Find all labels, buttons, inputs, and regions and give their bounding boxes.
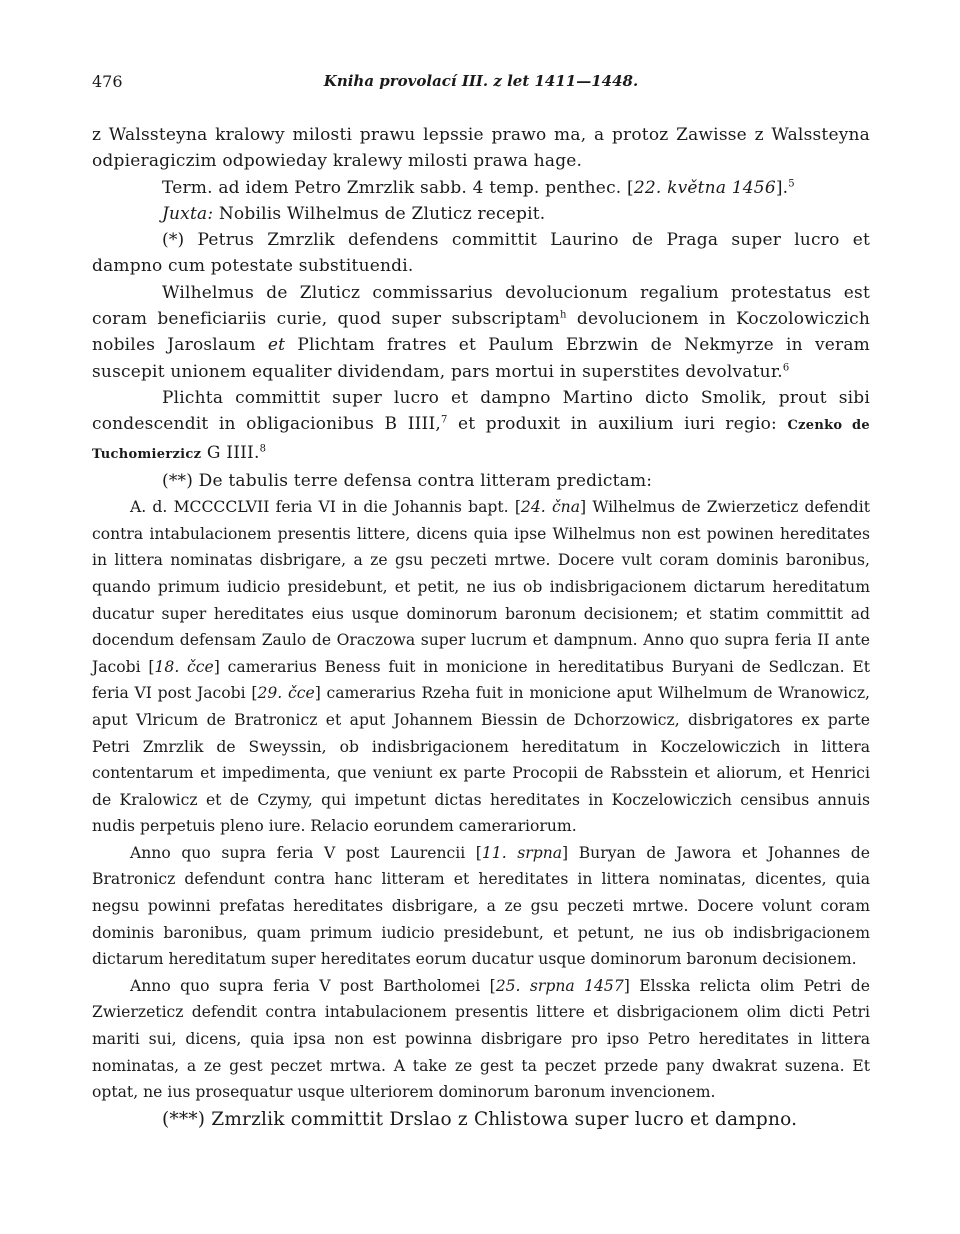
paragraph-1: [92, 122, 870, 175]
term-date: 22. května 1456: [633, 177, 776, 198]
juxta-label: Juxta:: [162, 203, 214, 224]
plichta-text-b: et produxit in auxilium iuri regio:: [447, 414, 788, 435]
paragraph-anno-1457: [92, 494, 870, 840]
anno-text-b: ] Wilhelmus de Zwierzeticz defendit contra intabulacionem presentis littere, dicens quia ipse Wilhelmus non est powinen hereditates in littera nominatas disbrigare, a ze gsu peczeti mrtwe. Docere vult coram dominis baronibus, quando primum iudicio presidebunt, et petit, ne ius ob indisbrigacionem dictarum hereditatum ducatur super hereditates eius usque dominorum baronum decisionem; et statim committit ad docendum defensam Zaulo de Oraczowa super lucrum et dampnum. Anno quo supra feria II ante Jacobi [: [92, 498, 870, 676]
plichta-name: Czenko de Tuchomierzicz: [92, 418, 871, 462]
page-header: [92, 72, 870, 102]
paragraph-tabulis: [92, 468, 870, 494]
paragraph-plichta: [92, 385, 870, 468]
anno-date-3: 29. čce: [257, 684, 315, 703]
zmrzlik-text: (***) Zmrzlik committit Drslao z Chlistowa super lucro et dampno.: [162, 1108, 798, 1130]
tabulis-text: (**) De tabulis terre defensa contra litteram predictam:: [162, 470, 653, 491]
paragraph-petrus: [92, 227, 870, 280]
footnote-ref-7: 7: [440, 414, 448, 426]
term-text: Term. ad idem Petro Zmrzlik sabb. 4 temp. penthec. [: [162, 177, 634, 198]
bartholomei-date: 25. srpna 1457: [495, 976, 624, 995]
anno-text-d: ] camerarius Rzeha fuit in monicione aput Wilhelmum de Wranowicz, aput Vlricum de Bratronicz et aput Johannem Biessin de Dchorzowicz, disbrigatores ex parte Petri Zmrzlik de Sweyssin, ob indisbrigacionem hereditatum in Koczelowiczich in littera contentarum et impedimenta, que veniunt ex parte Procopii de Rabsstein et aliorum, et Henrici de Kralowicz et de Czymy, qui impetunt dictas hereditates in Koczelowiczich censibus annuis nudis perpetuis pleno iure. Relacio eorundem camerariorum.: [92, 684, 870, 836]
bartholomei-text-a: Anno quo supra feria V post Bartholomei [: [130, 976, 496, 995]
laurencii-date: 11. srpna: [481, 843, 563, 862]
anno-date-1: 24. čna: [520, 498, 581, 517]
plichta-text-c: G IIII.: [201, 442, 260, 463]
page-number: 476: [92, 72, 123, 91]
paragraph-juxta: [92, 201, 870, 227]
document-page: [92, 72, 870, 1133]
anno-text-c: ] camerarius Beness fuit in monicione in hereditatibus Buryani de Sedlczan. Et feria VI post Jacobi [: [92, 657, 870, 703]
juxta-text: Nobilis Wilhelmus de Zluticz recepit.: [213, 203, 546, 224]
paragraph-zmrzlik: [92, 1106, 870, 1133]
footnote-ref-h: h: [560, 309, 567, 321]
page-body: [92, 122, 870, 1133]
paragraph-bartholomei: [92, 973, 870, 1106]
paragraph-term: [92, 175, 870, 201]
wilhelmus-text-b: devolucionem in Koczolowiczich nobiles Jaroslaum: [92, 309, 870, 356]
paragraph-laurencii: [92, 840, 870, 973]
bartholomei-text-b: ] Elsska relicta olim Petri de Zwierzeticz defendit contra intabulacionem presentis littere et disbrigacionem olim dicti Petri mariti sui, dicens, quia ipsa non est powinna disbrigare pro ipso Petro hereditates in littera nominatas, a ze gest peczet mrtwa. A take ze gest ta peczet przede pany dwakrat suzena. Et optat, ne ius prosequatur usque ulteriorem dominorum baronum invencionem.: [92, 976, 871, 1102]
petrus-text: (*) Petrus Zmrzlik defendens committit Laurino de Praga super lucro et dampno cum potestate substituendi.: [92, 230, 870, 277]
laurencii-text-a: Anno quo supra feria V post Laurencii [: [130, 843, 482, 862]
anno-date-2: 18. čce: [154, 657, 214, 676]
running-title: Kniha provolací III. z let 1411—1448.: [323, 72, 639, 90]
wilhelmus-text-c: Plichtam fratres et Paulum Ebrzwin de Nekmyrze in veram suscepit unionem equaliter dividendam, pars mortui in superstites devolvatur.: [92, 335, 870, 382]
footnote-ref-6: 6: [782, 362, 790, 374]
footnote-ref-5: 5: [788, 177, 795, 189]
paragraph-wilhelmus: [92, 280, 870, 385]
footnote-ref-8: 8: [259, 442, 267, 454]
anno-text-a: A. d. MCCCCLVII feria VI in die Johannis bapt. [: [130, 498, 521, 517]
wilhelmus-text-a: Wilhelmus de Zluticz commissarius devolucionum regalium protestatus est coram beneficiariis curie, quod super subscriptam: [92, 282, 870, 330]
laurencii-text-b: ] Buryan de Jawora et Johannes de Bratronicz defendunt contra hanc litteram et hereditates in littera nominatas, dicentes, quia negsu powinni prefatas hereditates disbrigare, a ze gsu peczeti mrtwe. Docere volunt coram dominis baronibus, quam primum iudicio presidebunt, et petunt, ne ius ob indisbrigacionem dictarum hereditatum super hereditates eorum ducatur usque dominorum baronum decisionem.: [92, 843, 870, 969]
paragraph-1-text: z Walssteyna kralowy milosti prawu lepssie prawo ma, a protoz Zawisse z Walssteyna odpieragiczim odpowieday kralewy milosti prawa hage.: [92, 125, 870, 172]
plichta-text-a: Plichta committit super lucro et dampno Martino dicto Smolik, prout sibi condescendit in obligacionibus B IIII,: [92, 387, 870, 435]
wilhelmus-et: et: [267, 335, 286, 356]
term-close: ].: [775, 177, 789, 198]
